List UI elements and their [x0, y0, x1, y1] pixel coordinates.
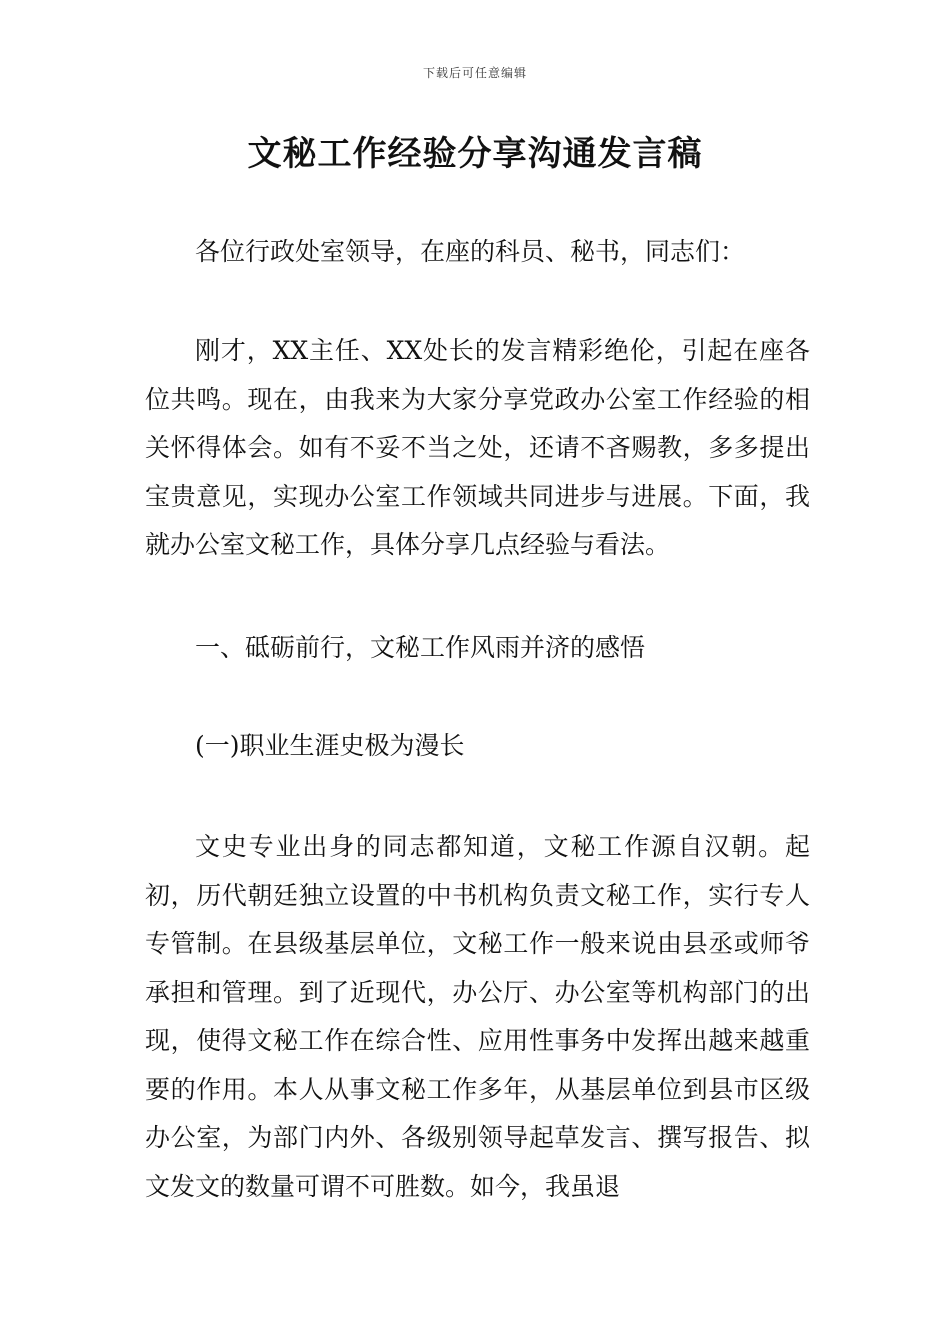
salutation-paragraph: 各位行政处室领导，在座的科员、秘书，同志们：	[195, 237, 746, 266]
intro-paragraph: 刚才，XX主任、XX处长的发言精彩绝伦，引起在座各位共鸣。现在，由我来为大家分享党政办公室工作经验的相关怀得体会。如有不妥不当之处，还请不吝赐教，多多提出宝贵意见，实现办公室工作领域共同进步与进展。下面，我就办公室文秘工作，具体分享几点经验与看法。	[145, 336, 810, 559]
subsection-heading-1: (一)职业生涯史极为漫长	[195, 731, 465, 760]
document-title: 文秘工作经验分享沟通发言稿	[247, 134, 703, 174]
page-header-note: 下载后可任意编辑	[422, 66, 527, 80]
body-paragraph-1: 文史专业出身的同志都知道，文秘工作源自汉朝。起初，历代朝廷独立设置的中书机构负责文秘工作，实行专人专管制。在县级基层单位，文秘工作一般来说由县丞或师爷承担和管理。到了近现代，办公厅、办公室等机构部门的出现，使得文秘工作在综合性、应用性事务中发挥出越来越重要的作用。本人从事文秘工作多年，从基层单位到县市区级办公室，为部门内外、各级别领导起草发言、撰写报告、拟文发文的数量可谓不可胜数。如今，我虽退	[145, 832, 810, 1201]
section-heading-1: 一、砥砺前行，文秘工作风雨并济的感悟	[195, 633, 646, 662]
